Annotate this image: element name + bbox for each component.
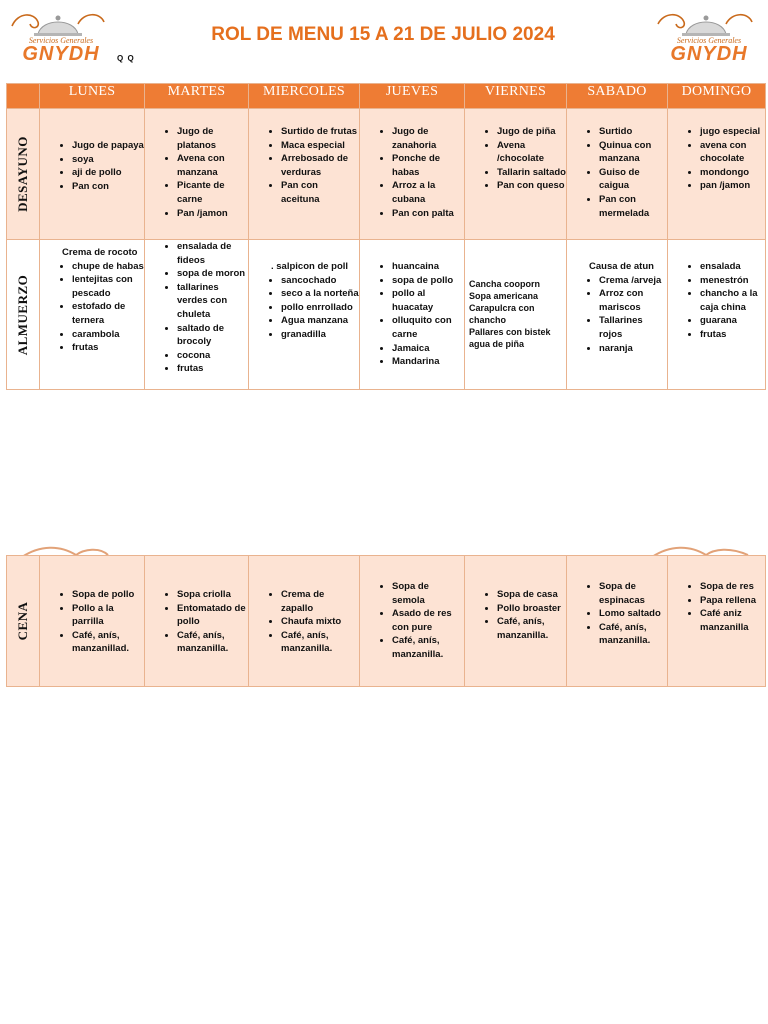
meal-cell bbox=[465, 109, 567, 240]
brand-name: GNYDH bbox=[22, 43, 100, 65]
row-label-almuerzo: ALMUERZO bbox=[7, 240, 40, 390]
page-title: ROL DE MENU 15 A 21 DE JULIO 2024 bbox=[211, 24, 555, 45]
day-header: JUEVES bbox=[360, 84, 465, 109]
meal-cell bbox=[40, 109, 145, 240]
meal-list bbox=[249, 588, 359, 656]
meal-cell bbox=[360, 109, 465, 240]
meal-item: • Sopa de casa bbox=[497, 588, 566, 602]
meal-item: • pan /jamon bbox=[700, 179, 765, 193]
meal-list bbox=[145, 588, 248, 656]
meal-cell bbox=[40, 240, 145, 390]
meal-item: • Picante de carne bbox=[177, 179, 248, 206]
meal-lead-text: . salpicon de poll bbox=[271, 261, 349, 272]
meal-cell bbox=[567, 109, 668, 240]
meal-item: • huancaina bbox=[392, 260, 464, 274]
meal-list bbox=[40, 139, 144, 193]
day-header-row bbox=[7, 84, 766, 109]
meal-item: • Jugo de platanos bbox=[177, 125, 248, 152]
meal-item: • aji de pollo bbox=[72, 166, 144, 180]
meal-list bbox=[249, 274, 359, 342]
meal-item: • olluquito con carne bbox=[392, 314, 464, 341]
meal-item: • Pan con palta bbox=[392, 207, 464, 221]
row-label-desayuno: DESAYUNO bbox=[7, 109, 40, 240]
meal-cell bbox=[567, 240, 668, 390]
meal-item: • Café, anís, manzanilla. bbox=[497, 615, 566, 642]
meal-item: • seco a la norteña bbox=[281, 287, 359, 301]
meal-item: • sopa de moron bbox=[177, 267, 248, 281]
meal-item: • menestrón bbox=[700, 274, 765, 288]
brand-name: GNYDH bbox=[670, 43, 748, 65]
meal-cell bbox=[360, 556, 465, 687]
meal-item: • jugo especial bbox=[700, 125, 765, 139]
meal-list bbox=[668, 125, 765, 193]
meal-list bbox=[40, 588, 144, 656]
meal-cell bbox=[249, 109, 360, 240]
meal-item: • Crema /arveja bbox=[599, 274, 667, 288]
meal-cell bbox=[145, 109, 249, 240]
meal-item: • Jugo de piña bbox=[497, 125, 566, 139]
meal-item: • frutas bbox=[72, 341, 144, 355]
meal-item: • Ponche de habas bbox=[392, 152, 464, 179]
meal-item: • guarana bbox=[700, 314, 765, 328]
meal-item: • carambola bbox=[72, 328, 144, 342]
row-almuerzo bbox=[7, 240, 766, 390]
meal-cell bbox=[360, 240, 465, 390]
meal-list bbox=[567, 580, 667, 648]
meal-item: agua de piña bbox=[469, 339, 525, 349]
meal-item: • chancho a la caja china bbox=[700, 287, 765, 314]
meal-item: • soya bbox=[72, 153, 144, 167]
meal-list bbox=[567, 274, 667, 356]
meal-list bbox=[249, 125, 359, 207]
meal-list bbox=[360, 580, 464, 662]
meal-item: • saltado de brocoly bbox=[177, 322, 248, 349]
meal-item: • Jugo de papaya bbox=[72, 139, 144, 153]
meal-item: • Surtido bbox=[599, 125, 667, 139]
meal-item: • Mandarina bbox=[392, 355, 464, 369]
meal-item: • Maca especial bbox=[281, 139, 359, 153]
meal-list bbox=[145, 125, 248, 220]
meal-item: • Café, anís, manzanilla. bbox=[281, 629, 359, 656]
meal-item: Carapulcra con chancho bbox=[469, 303, 535, 325]
meal-item: • Pan con bbox=[72, 180, 144, 194]
meal-cell bbox=[249, 556, 360, 687]
meal-item: • Arroz a la cubana bbox=[392, 179, 464, 206]
meal-cell bbox=[145, 240, 249, 390]
meal-item: • Tallarines rojos bbox=[599, 314, 667, 341]
qq-mark: Q Q bbox=[117, 54, 135, 63]
meal-item: • tallarines verdes con chuleta bbox=[177, 281, 248, 322]
meal-item: • Papa rellena bbox=[700, 594, 765, 608]
meal-item: • Sopa de espinacas bbox=[599, 580, 667, 607]
meal-cell bbox=[249, 240, 360, 390]
meal-list bbox=[668, 260, 765, 342]
meal-list bbox=[465, 125, 566, 193]
meal-lead-text: Causa de atun bbox=[589, 261, 654, 272]
meal-item: • sancochado bbox=[281, 274, 359, 288]
meal-cell bbox=[465, 240, 567, 390]
meal-item: • Avena /chocolate bbox=[497, 139, 566, 166]
meal-item: • Café, anís, manzanilla. bbox=[599, 621, 667, 648]
meal-item: • sopa de pollo bbox=[392, 274, 464, 288]
meal-item: • lentejitas con pescado bbox=[72, 273, 144, 300]
meal-item: • Pan con queso bbox=[497, 179, 566, 193]
meal-item: • Sopa de res bbox=[700, 580, 765, 594]
meal-list bbox=[360, 125, 464, 220]
meal-item: • granadilla bbox=[281, 328, 359, 342]
meal-item: • frutas bbox=[177, 362, 248, 376]
meal-item: • Surtido de frutas bbox=[281, 125, 359, 139]
menu-table-bottom bbox=[6, 555, 766, 687]
meal-item: • Sopa criolla bbox=[177, 588, 248, 602]
meal-item: • Quinua con manzana bbox=[599, 139, 667, 166]
meal-list bbox=[668, 580, 765, 634]
meal-cell bbox=[145, 556, 249, 687]
meal-item: • Tallarin saltado bbox=[497, 166, 566, 180]
day-header: MARTES bbox=[145, 84, 249, 109]
corner-cell bbox=[7, 84, 40, 109]
meal-item: • Pollo a la parrilla bbox=[72, 602, 144, 629]
meal-item: • avena con chocolate bbox=[700, 139, 765, 166]
menu-table-top bbox=[6, 83, 766, 390]
meal-item: • naranja bbox=[599, 342, 667, 356]
meal-item: Cancha cooporn bbox=[469, 279, 541, 289]
meal-cell bbox=[668, 240, 766, 390]
meal-item: • Café, anís, manzanillad. bbox=[72, 629, 144, 656]
row-desayuno bbox=[7, 109, 766, 240]
meal-item: • Entomatado de pollo bbox=[177, 602, 248, 629]
meal-item: • pollo enrrollado bbox=[281, 301, 359, 315]
meal-item: • pollo al huacatay bbox=[392, 287, 464, 314]
meal-cell bbox=[567, 556, 668, 687]
day-header: MIERCOLES bbox=[249, 84, 360, 109]
meal-list bbox=[567, 125, 667, 220]
meal-item: • Chaufa mixto bbox=[281, 615, 359, 629]
meal-item: • Guiso de caigua bbox=[599, 166, 667, 193]
meal-item: • Pan /jamon bbox=[177, 207, 248, 221]
meal-list bbox=[40, 260, 144, 355]
meal-item: • cocona bbox=[177, 349, 248, 363]
meal-item: Pallares con bistek bbox=[469, 327, 551, 337]
day-header: DOMINGO bbox=[668, 84, 766, 109]
meal-item: • Arrebosado de verduras bbox=[281, 152, 359, 179]
meal-list bbox=[360, 260, 464, 369]
meal-item: • estofado de ternera bbox=[72, 300, 144, 327]
meal-item: • Lomo saltado bbox=[599, 607, 667, 621]
meal-item: • Agua manzana bbox=[281, 314, 359, 328]
meal-item: • Pan con aceituna bbox=[281, 179, 359, 206]
meal-item: • frutas bbox=[700, 328, 765, 342]
row-cena bbox=[7, 556, 766, 687]
meal-item: • Asado de res con pure bbox=[392, 607, 464, 634]
meal-cell bbox=[40, 556, 145, 687]
meal-item: • Jamaica bbox=[392, 342, 464, 356]
meal-list bbox=[145, 240, 248, 376]
meal-cell bbox=[465, 556, 567, 687]
meal-item: • Pollo broaster bbox=[497, 602, 566, 616]
meal-item: • Café aniz manzanilla bbox=[700, 607, 765, 634]
meal-item: • Arroz con mariscos bbox=[599, 287, 667, 314]
day-header: VIERNES bbox=[465, 84, 567, 109]
brand-logo-left bbox=[8, 6, 108, 66]
meal-lead-text: Crema de rocoto bbox=[62, 247, 138, 258]
day-header: LUNES bbox=[40, 84, 145, 109]
meal-item: Sopa americana bbox=[469, 291, 539, 301]
meal-cell bbox=[668, 109, 766, 240]
brand-logo-right bbox=[656, 6, 756, 66]
day-header: SABADO bbox=[567, 84, 668, 109]
meal-item: • Café, anís, manzanilla. bbox=[392, 634, 464, 661]
meal-item: • chupe de habas bbox=[72, 260, 144, 274]
meal-item: • Crema de zapallo bbox=[281, 588, 359, 615]
row-label-cena: CENA bbox=[7, 556, 40, 687]
meal-item: • mondongo bbox=[700, 166, 765, 180]
brand-subtitle: Servicios Generales bbox=[28, 36, 94, 45]
meal-plain-list bbox=[465, 278, 566, 350]
meal-item: • ensalada bbox=[700, 260, 765, 274]
meal-item: • Pan con mermelada bbox=[599, 193, 667, 220]
brand-subtitle: Servicios Generales bbox=[676, 36, 742, 45]
meal-item: • Café, anís, manzanilla. bbox=[177, 629, 248, 656]
meal-list bbox=[465, 588, 566, 642]
meal-item: • Sopa de pollo bbox=[72, 588, 144, 602]
meal-cell bbox=[668, 556, 766, 687]
meal-item: • Jugo de zanahoria bbox=[392, 125, 464, 152]
meal-item: • Sopa de semola bbox=[392, 580, 464, 607]
meal-item: • ensalada de fideos bbox=[177, 240, 248, 267]
meal-item: • Avena con manzana bbox=[177, 152, 248, 179]
